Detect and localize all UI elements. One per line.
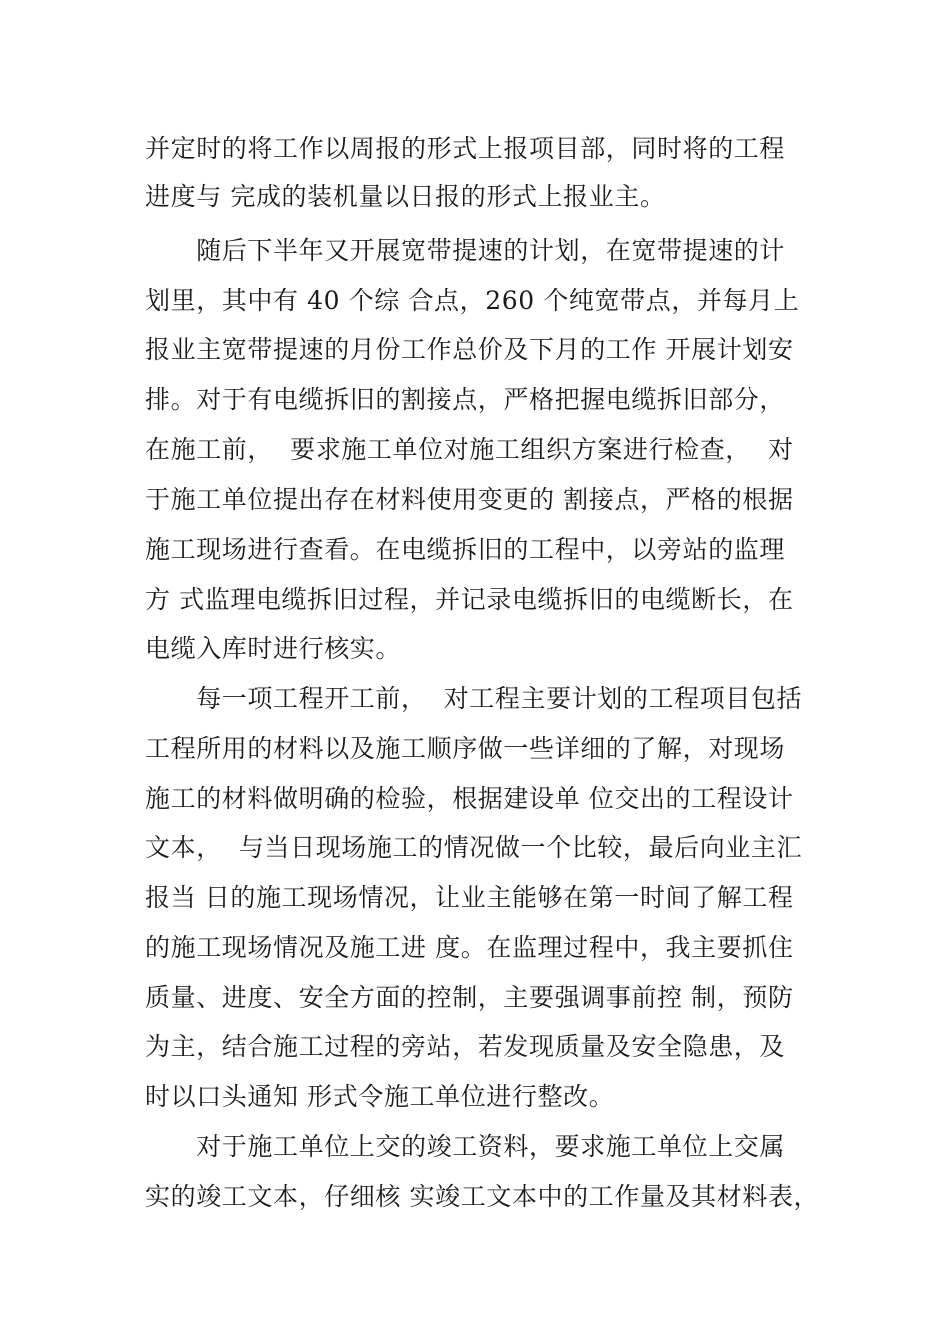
- text-line: 施工的材料做明确的检验，根据建设单 位交出的工程设计: [145, 784, 794, 813]
- text-line: 实的竣工文本，仔细核 实竣工文本中的工作量及其材料表，: [145, 1182, 820, 1211]
- text-line: 质量、进度、安全方面的控制，主要强调事前控 制，预防: [145, 983, 794, 1012]
- text-line: 时以口头通知 形式令施工单位进行整改。: [145, 1082, 615, 1111]
- text-line: 每一项工程开工前， 对工程主要计划的工程项目包括: [145, 684, 803, 713]
- text-line: 的施工现场情况及施工进 度。在监理过程中，我主要抓住: [145, 933, 794, 962]
- text-line: 报当 日的施工现场情况，让业主能够在第一时间了解工程: [145, 883, 794, 912]
- text-line: 排。对于有电缆拆旧的割接点，严格把握电缆拆旧部分，: [145, 385, 786, 414]
- text-line: 工程所用的材料以及施工顺序做一些详细的了解，对现场: [145, 734, 786, 763]
- text-line: 电缆入库时进行核实。: [145, 634, 402, 663]
- text-line: 并定时的将工作以周报的形式上报项目部，同时将的工程: [145, 134, 786, 163]
- text-line: 划里，其中有 40 个综 合点，260 个纯宽带点，并每月上: [145, 286, 800, 315]
- text-line: 对于施工单位上交的竣工资料，要求施工单位上交属: [145, 1132, 786, 1161]
- text-line: 文本， 与当日现场施工的情况做一个比较，最后向业主汇: [145, 833, 803, 862]
- text-line: 为主，结合施工过程的旁站，若发现质量及安全隐患，及: [145, 1032, 786, 1061]
- text-line: 施工现场进行查看。在电缆拆旧的工程中，以旁站的监理: [145, 535, 786, 564]
- text-line: 方 式监理电缆拆旧过程，并记录电缆拆旧的电缆断长，在: [145, 585, 794, 614]
- text-line: 在施工前， 要求施工单位对施工组织方案进行检查， 对: [145, 435, 794, 464]
- text-line: 于施工单位提出存在材料使用变更的 割接点，严格的根据: [145, 485, 794, 514]
- text-line: 进度与 完成的装机量以日报的形式上报业主。: [145, 182, 666, 211]
- text-line: 随后下半年又开展宽带提速的计划，在宽带提速的计: [145, 236, 786, 265]
- text-line: 报业主宽带提速的月份工作总价及下月的工作 开展计划安: [145, 335, 794, 364]
